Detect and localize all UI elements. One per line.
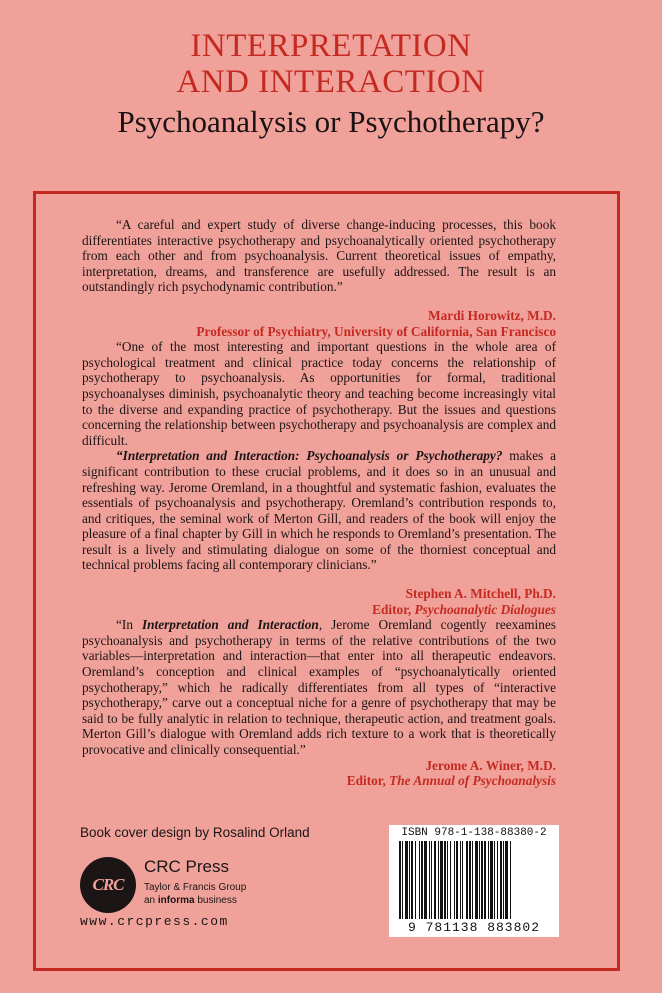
blurb-3-book-title: Interpretation and Interaction: [141, 617, 319, 633]
crc-logo-icon: [80, 857, 136, 913]
business-prefix: an: [144, 895, 158, 906]
barcode-bar: [409, 841, 410, 919]
barcode-bar: [462, 841, 463, 919]
barcode-bar: [434, 841, 436, 919]
blurbs-section: [82, 217, 556, 789]
blurb-1-affiliation: Professor of Psychiatry, University of California, San Francisco: [196, 323, 556, 339]
publisher-business: [144, 894, 246, 907]
publisher-url: www.crcpress.com: [80, 914, 229, 929]
barcode-bar: [497, 841, 498, 919]
title-line-1: INTERPRETATION: [190, 28, 472, 64]
barcode-bar: [460, 841, 461, 919]
blurb-3-text-rest: , Jerome Oremland cogently reexamines psychoanalysis and psychotherapy in terms of the relative contributions of the two variables—interpretation and interaction—that enter into all therapeutic endeavors. Oremland’s conception and clinical examples of “psychoanalytically oriented psychotherapy,” which he radically differentiates from all types of “interactive psychotherapy,” carve out a conceptual niche for a genre of psychotherapy that may be said to be fully analytic in relation to technique, therapeutic action, and treatment goals. Merton Gill’s dialogue with Oremland adds rich texture to a work that is theoretically provocative and clinically consequential.”: [82, 617, 556, 757]
blurb-2-name: Stephen A. Mitchell, Ph.D.: [405, 586, 556, 602]
blurb-3-journal: The Annual of Psychoanalysis: [389, 773, 556, 789]
barcode-bar: [481, 841, 483, 919]
barcode: [389, 825, 559, 937]
blurb-3-affiliation: [82, 773, 556, 789]
barcode-bar: [405, 841, 408, 919]
barcode-bar: [494, 841, 495, 919]
barcode-bar: [475, 841, 478, 919]
blurb-3-affiliation-prefix: Editor,: [346, 773, 390, 789]
blurb-3-name: Jerome A. Winer, M.D.: [425, 757, 556, 773]
blurb-3-text-start: “In: [116, 617, 142, 633]
barcode-bar: [424, 841, 427, 919]
barcode-bar: [505, 841, 508, 919]
subtitle: Psychoanalysis or Psychotherapy?: [117, 104, 545, 139]
blurb-2-affiliation: [82, 602, 556, 618]
barcode-bar: [503, 841, 504, 919]
blurb-2-book-title: “Interpretation and Interaction: Psychoanalysis or Psychotherapy?: [116, 448, 503, 464]
barcode-bar: [415, 841, 416, 919]
barcode-bar: [421, 841, 423, 919]
barcode-bar: [411, 841, 413, 919]
publisher-group-name: Taylor & Francis Group: [144, 882, 247, 893]
barcode-bar: [472, 841, 473, 919]
blurb-2-affiliation-prefix: Editor,: [372, 601, 415, 617]
publisher-name: CRC Press: [144, 857, 230, 876]
barcode-bar: [399, 841, 401, 919]
barcode-bar: [440, 841, 443, 919]
isbn-label: ISBN 978-1-138-88380-2: [401, 827, 547, 839]
barcode-bar: [419, 841, 420, 919]
barcode-bars-icon: [397, 841, 551, 919]
barcode-digits: 9 781138 883802: [407, 920, 541, 935]
barcode-bar: [429, 841, 430, 919]
barcode-bar: [466, 841, 468, 919]
blurb-2-journal: Psychoanalytic Dialogues: [414, 601, 556, 617]
barcode-bar: [431, 841, 432, 919]
blurb-2-text-1: “One of the most interesting and important questions in the whole area of psychological treatment and clinical practice today concerns the relationship of psychotherapy to psychoanalysis. As opportunities for formal, traditional psychoanalyses diminish, psychoanalytic theory and teaching become increasingly vital to the diverse and expanding practice of psychotherapy. But the issues and questions concerning the relationship between psychotherapy and psychoanalysis are complex and difficult.: [82, 339, 556, 448]
title-block: [0, 28, 662, 140]
barcode-bar: [450, 841, 451, 919]
barcode-bar: [456, 841, 458, 919]
barcode-bar: [479, 841, 480, 919]
barcode-bar: [484, 841, 486, 919]
barcode-bar: [500, 841, 502, 919]
barcode-bar: [402, 841, 403, 919]
blurb-3-attribution: [82, 758, 556, 789]
barcode-bar: [488, 841, 489, 919]
barcode-bar: [454, 841, 455, 919]
blurb-3-text: [82, 617, 556, 757]
blurb-2-attribution: [82, 586, 556, 617]
barcode-bar: [510, 841, 511, 919]
barcode-bar: [469, 841, 471, 919]
publisher-group: [144, 881, 246, 907]
business-bold: informa: [157, 895, 195, 906]
barcode-bar: [438, 841, 439, 919]
blurb-2-text-2: [82, 448, 556, 573]
barcode-bar: [444, 841, 446, 919]
barcode-bar: [447, 841, 448, 919]
business-suffix: business: [194, 895, 237, 906]
title-line-2: AND INTERACTION: [176, 64, 486, 100]
blurb-1-text: “A careful and expert study of diverse change-inducing processes, this book differentiates interactive psychotherapy and psychoanalytically oriented psychotherapy from each other and from psychoanalysis. Current theoretical issues of empathy, interpretation, dreams, and transference are usefully addressed. The result is an outstandingly rich psychodynamic contribution.”: [82, 217, 556, 295]
blurb-1-attribution: [82, 308, 556, 339]
crc-logo-text: CRC: [92, 875, 124, 894]
cover-design-credit: Book cover design by Rosalind Orland: [80, 825, 310, 840]
blurb-1-name: Mardi Horowitz, M.D.: [428, 307, 556, 323]
barcode-bar: [490, 841, 493, 919]
blurb-2-text-2-rest: makes a significant contribution to these crucial problems, and it does so in an unusual and refreshing way. Jerome Oremland, in a thoughtful and systematic fashion, evaluates the essentials of psychoanalysis and psychotherapy. Oremland’s contribution responds to, and critiques, the seminal work of Merton Gill, and readers of the book will enjoy the pleasure of a final chapter by Gill in which he responds to Oremland’s presentation. The result is a lively and stimulating dialogue on some of the thorniest conceptual and technical problems facing all contemporary clinicians.”: [82, 448, 556, 573]
